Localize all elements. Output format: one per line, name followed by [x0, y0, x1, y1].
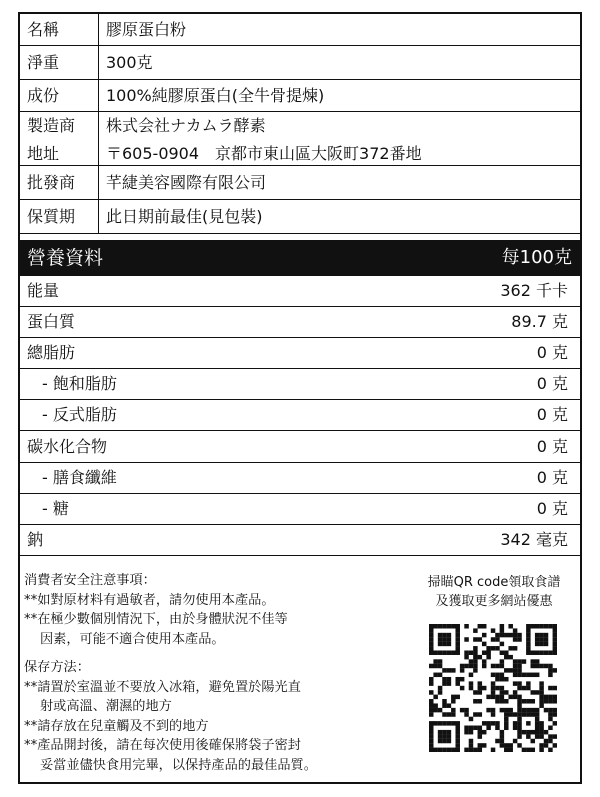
nutrient-name: 碳水化合物	[27, 436, 108, 456]
qr-caption	[412, 573, 576, 611]
info-value	[106, 169, 266, 197]
nutrient-amount: 0 克	[536, 343, 568, 363]
nutrient-name: - 反式脂肪	[42, 405, 117, 425]
info-label-line: 名稱	[27, 20, 60, 39]
nutrition-row	[20, 307, 580, 338]
info-value-line: 100%純膠原蛋白(全牛骨提煉)	[106, 86, 325, 105]
info-label-line: 淨重	[27, 53, 60, 72]
info-value	[106, 16, 186, 44]
nutrition-header	[20, 240, 580, 276]
nutrient-amount: 0 克	[536, 467, 568, 487]
nutrient-name: - 膳食纖維	[42, 467, 117, 487]
nutrition-row	[20, 432, 580, 463]
info-row	[20, 200, 580, 234]
storage-note-line: **請存放在兒童觸及不到的地方	[24, 718, 209, 734]
info-row	[20, 46, 580, 80]
info-value	[106, 203, 263, 231]
info-value-line: 膠原蛋白粉	[106, 20, 187, 39]
safety-note-line: **在極少數個別情況下，由於身體狀況不佳等	[24, 612, 288, 627]
info-value	[106, 112, 422, 168]
nutrient-name: 能量	[27, 281, 60, 300]
storage-note-line: **產品開封後，請在每次使用後確保將袋子密封	[24, 738, 301, 753]
info-label	[20, 46, 99, 79]
info-row	[20, 166, 580, 200]
nutrition-row	[20, 338, 580, 369]
info-row	[20, 112, 580, 166]
nutrition-row	[20, 276, 580, 307]
nutrient-name: 鈉	[27, 529, 44, 549]
storage-notes	[24, 678, 404, 776]
info-label-line: 製造商	[27, 116, 76, 135]
info-value-line: 〒605-0904 京都市東山區大阪町372番地	[106, 144, 422, 163]
info-value-line: 300克	[106, 53, 153, 72]
info-row	[20, 80, 580, 112]
consumer-notes	[24, 571, 404, 775]
nutrition-row	[20, 525, 580, 556]
info-label-line: 地址	[27, 144, 60, 163]
info-value	[106, 49, 153, 77]
nutrition-row	[20, 369, 580, 400]
info-label	[20, 80, 99, 111]
storage-note-line: **請置於室溫並不要放入冰箱，避免置於陽光直	[24, 679, 301, 695]
nutrition-title: 營養資料	[27, 247, 104, 269]
qr-code-icon[interactable]	[429, 624, 557, 752]
nutrition-row	[20, 494, 580, 525]
info-label-line: 成份	[27, 86, 60, 105]
info-label	[20, 200, 99, 233]
nutrient-amount: 89.7 克	[511, 312, 568, 332]
nutrient-amount: 0 克	[536, 498, 568, 518]
info-label	[20, 14, 99, 45]
info-label	[20, 166, 99, 199]
nutrition-row	[20, 400, 580, 431]
info-row	[20, 14, 580, 46]
nutrient-amount: 362 千卡	[500, 281, 568, 300]
storage-note-line: 射或高溫、潮濕的地方	[40, 699, 172, 714]
info-value-line: 株式会社ナカムラ酵素	[106, 116, 266, 135]
nutrient-amount: 0 克	[536, 405, 568, 425]
qr-caption-line: 及獲取更多網站優惠	[435, 594, 553, 609]
info-value-line: 此日期前最佳(見包裝)	[106, 207, 263, 226]
safety-title: 消費者安全注意事項：	[24, 573, 156, 588]
info-value	[106, 82, 324, 110]
info-value-line: 芊緁美容國際有限公司	[106, 173, 267, 192]
storage-note-line: 妥當並儘快食用完畢，以保持產品的最佳品質。	[40, 757, 317, 773]
info-label-line: 批發商	[27, 173, 76, 192]
nutrient-name: 蛋白質	[27, 312, 76, 332]
storage-title: 保存方法：	[24, 660, 90, 675]
info-label	[20, 112, 99, 165]
safety-notes	[24, 591, 404, 650]
nutrient-name: - 糖	[42, 498, 69, 518]
safety-note-line: **如對原材料有過敏者，請勿使用本產品。	[24, 592, 275, 608]
safety-note-line: 因素，可能不適合使用本產品。	[40, 631, 225, 647]
nutrient-name: 總脂肪	[27, 343, 76, 363]
nutrition-row	[20, 463, 580, 494]
nutrient-amount: 342 毫克	[500, 529, 568, 549]
qr-caption-line: 掃瞄QR code領取食譜	[427, 575, 561, 590]
nutrient-name: - 飽和脂肪	[42, 374, 117, 394]
nutrient-amount: 0 克	[536, 374, 568, 394]
nutrition-per-unit: 每100克	[501, 247, 572, 268]
info-label-line: 保質期	[27, 207, 76, 226]
product-label	[18, 12, 582, 784]
nutrient-amount: 0 克	[536, 436, 568, 456]
